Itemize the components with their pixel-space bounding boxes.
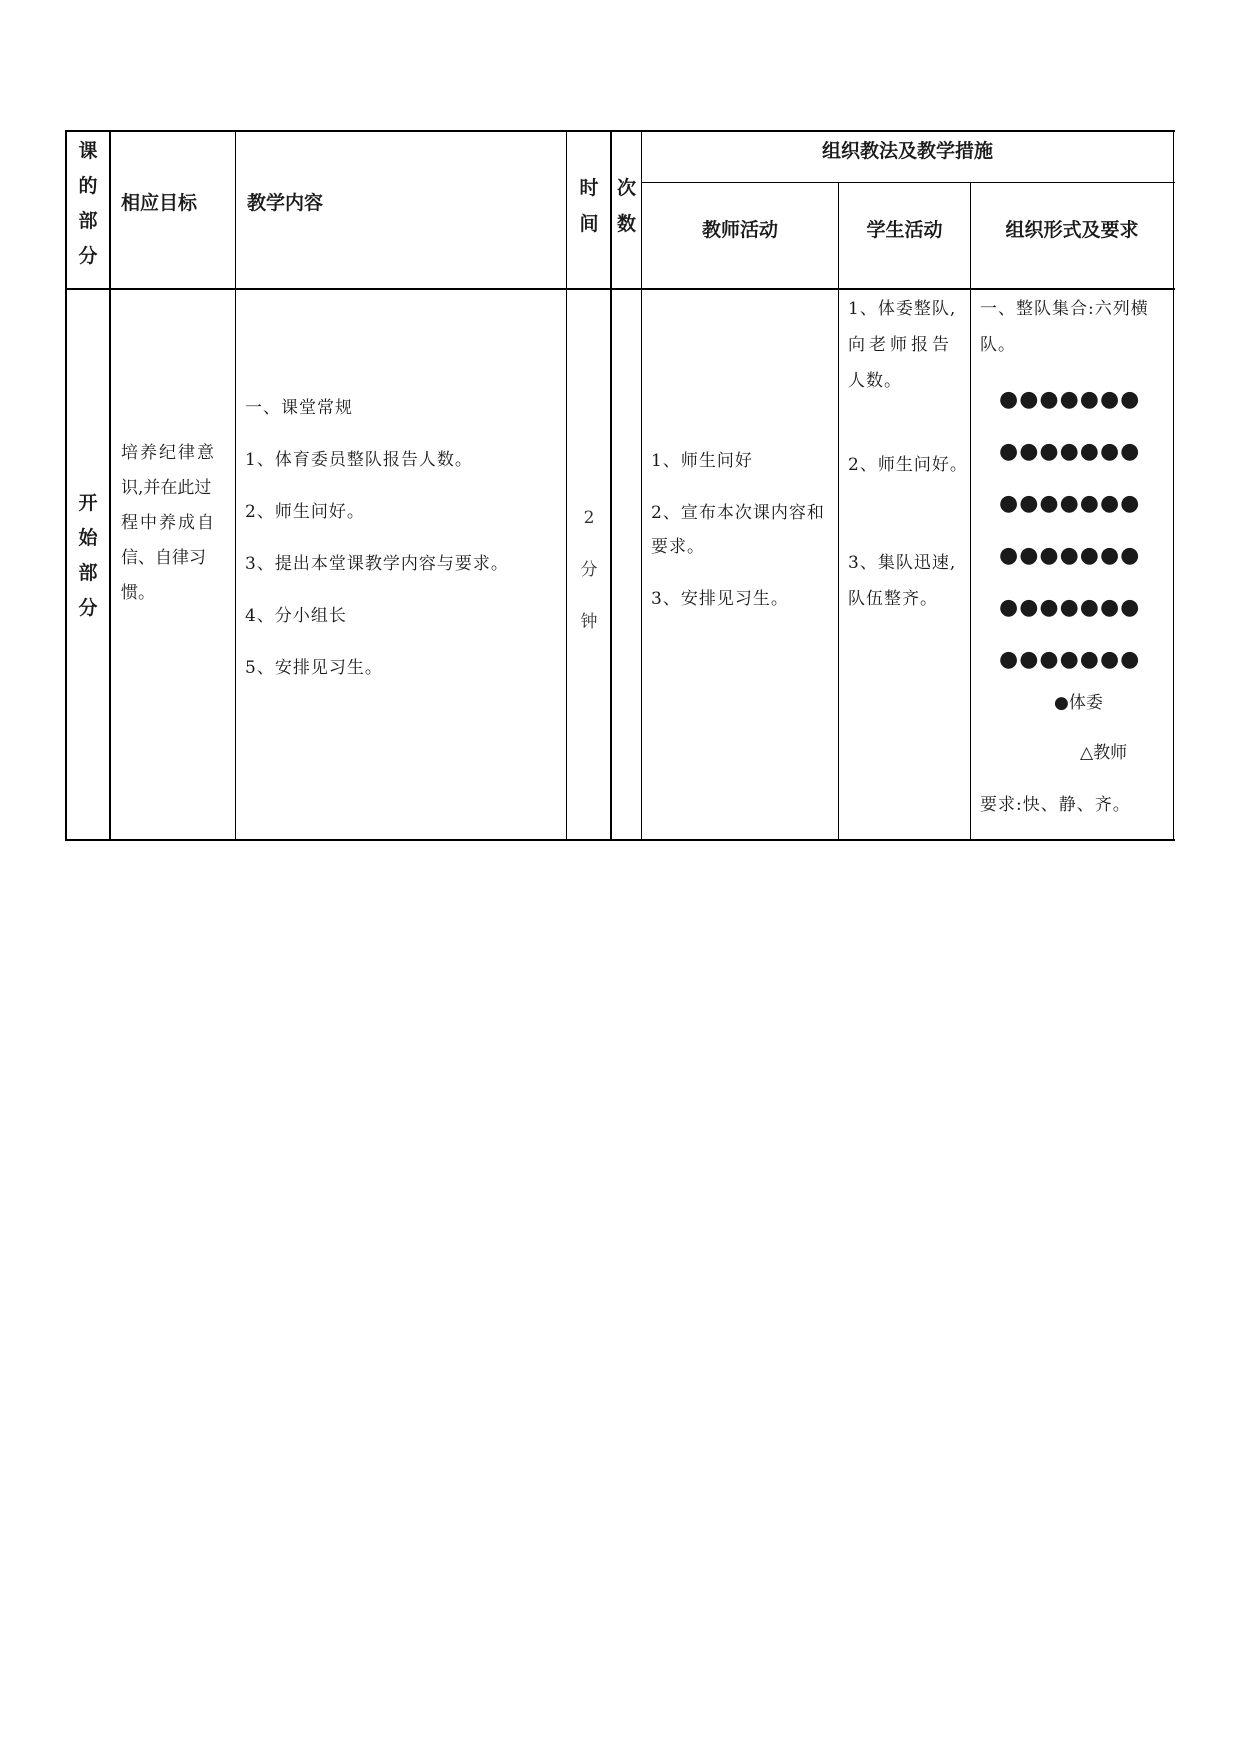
formation-row: ●●●●●●● [999,595,1141,620]
org-teacher-mark: △教师 [1080,743,1128,763]
target-line: 信、自律习惯。 [121,548,206,603]
row-section [67,486,109,626]
teacher-line: 2、宣布本次课内容和 [651,503,825,523]
teacher-line: 3、安排见习生。 [651,589,789,609]
row-time [568,492,610,648]
header-org: 组织形式及要求 [1005,219,1139,241]
org-requirement: 要求:快、静、齐。 [980,795,1131,815]
col-border-1 [109,130,111,841]
org-leader: ●体委 [1054,693,1103,713]
target-line: 培养纪律意 [121,443,216,463]
student-line: 人数。 [848,371,902,391]
header-content: 教学内容 [247,192,324,214]
content-line: 一、课堂常规 [245,398,353,418]
header-section-char: 课 [78,140,98,162]
header-target: 相应目标 [121,192,198,214]
row-time-char: 2 [583,508,595,528]
header-time [568,170,610,242]
formation-row: ●●●●●●● [999,491,1141,516]
row-target [121,436,235,611]
row-section-char: 分 [78,597,98,619]
row-time-char: 分 [580,560,598,580]
student-line: 1、体委整队, [848,299,957,319]
content-line: 4、分小组长 [245,606,347,626]
formation [999,374,1149,686]
row-content [245,382,565,694]
row-org [980,291,1173,363]
content-line: 2、师生问好。 [245,502,365,522]
header-count-char: 数 [616,213,636,235]
header-time-char: 间 [579,213,599,235]
row-section-char: 始 [78,527,98,549]
row-section-char: 开 [78,492,98,514]
target-line: 程中养成自 [121,513,216,533]
formation-row: ●●●●●●● [999,387,1141,412]
header-section-char: 分 [78,245,98,267]
row-student [848,291,970,617]
org-title: 一、整队集合:六列横 [980,299,1149,319]
row-section-char: 部 [78,562,98,584]
header-bottom-border [65,288,1175,290]
header-count [612,170,641,242]
teacher-line: 要求。 [651,537,705,557]
header-section-char: 的 [78,175,98,197]
teacher-line: 1、师生问好 [651,451,753,471]
header-student: 学生活动 [866,219,943,241]
formation-row: ●●●●●●● [999,543,1141,568]
student-line: 3、集队迅速, [848,553,957,573]
header-time-char: 时 [579,177,599,199]
header-section-char: 部 [78,210,98,232]
header-divider [641,182,1175,183]
target-line: 识,并在此过 [121,478,212,498]
header-methods: 组织教法及教学措施 [821,140,993,162]
formation-row: ●●●●●●● [999,647,1141,672]
content-line: 1、体育委员整队报告人数。 [245,450,473,470]
col-border-7 [970,182,971,841]
student-line: 2、师生问好。 [848,455,968,475]
content-line: 5、安排见习生。 [245,658,383,678]
table-top-border [65,130,1175,132]
row-teacher [651,444,838,616]
header-count-char: 次 [616,177,636,199]
student-line: 向老师报告 [848,335,953,355]
col-border-2 [235,130,236,841]
org-title-cont: 队。 [980,335,1016,355]
row-time-char: 钟 [580,612,598,632]
student-line: 队伍整齐。 [848,589,938,609]
content-line: 3、提出本堂课教学内容与要求。 [245,554,509,574]
col-border-3 [566,130,567,841]
header-teacher: 教师活动 [701,219,778,241]
col-border-8 [1173,130,1174,841]
formation-row: ●●●●●●● [999,439,1141,464]
col-border-6 [838,182,839,841]
header-section [67,134,109,274]
table-bottom-border [65,839,1175,841]
